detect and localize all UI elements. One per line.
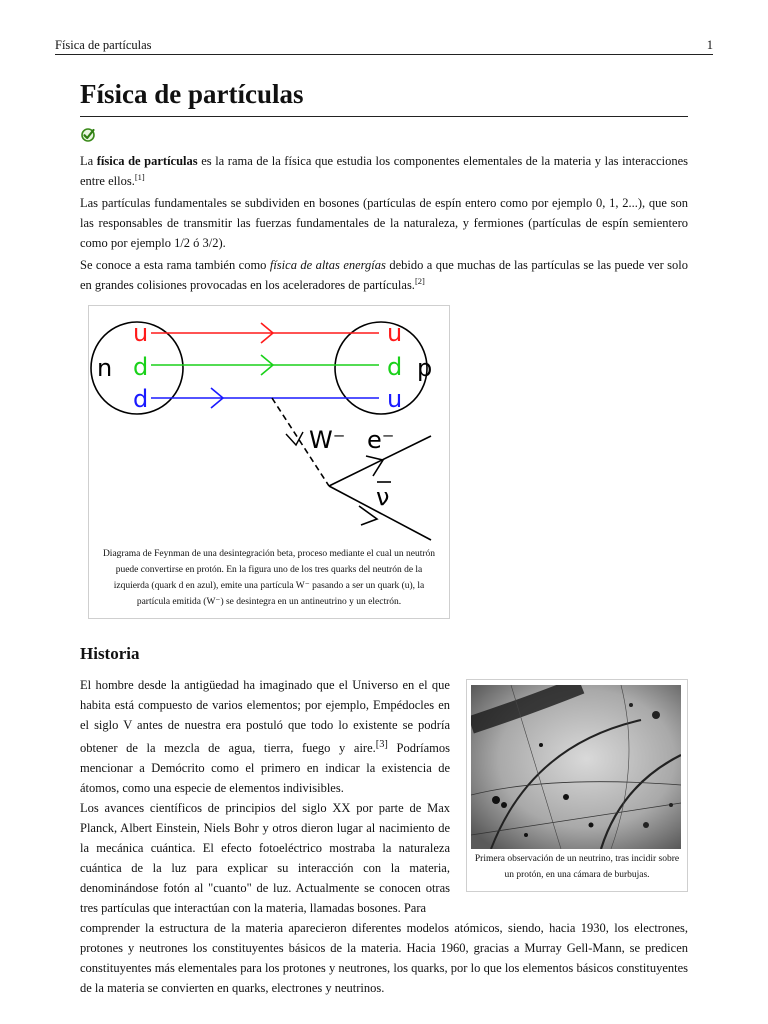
historia-paragraph-1: El hombre desde la antigüedad ha imaginado que el Universo en el que habita está compuesto de varios elementos; por ejemplo, Empédocles en el siglo V antes de nuestra era postuló que todo lo existente se podría obtener de la mezcla de agua, tierra, fuego y aire.[3] Podríamos mencionar a Demócrito como el primero en indicar la existencia de átomos, como una especie de elementos indivisibles.	[80, 678, 450, 796]
intro-paragraph-1: La física de partículas es la rama de la física que estudia los componentes elementales de la materia y las interacciones entre ellos.[1]	[80, 154, 689, 188]
intro-paragraph-3: Se conoce a esta rama también como física de altas energías debido a que muchas de las partículas se las puede ver solo en grandes colisiones provocadas en los aceleradores de partículas.[2]	[80, 258, 688, 292]
label-u-out: u	[387, 319, 403, 347]
label-w-boson: W⁻	[309, 426, 346, 454]
intro-paragraph-2: Las partículas fundamentales se subdividen en bosones (partículas de espín entero como por ejemplo 0, 1, 2...), que son las responsables de transmitir las fuerzas fundamentales de la naturaleza, y fermiones (partículas de espín semientero como por ejemplo 1/2 ó 3/2).	[80, 196, 688, 250]
historia-paragraph-2-narrow: Los avances científicos de principios del siglo XX por parte de Max Planck, Albert Einstein, Niels Bohr y otros dieron lugar al nacimiento de la mecánica cuántica. El efecto fotoeléctrico mostraba la naturaleza cuántica de la luz para explicar su interacción con la materia, denominándose fotón al "cuanto" de luz. Actualmente se conocen otras tres partículas que interactúan con la materia, llamadas bosones. Para	[80, 801, 450, 915]
label-antineutrino: ν	[376, 483, 390, 511]
label-d-in-blue: d	[133, 385, 149, 413]
historia-paragraph-2-full: comprender la estructura de la materia aparecieron diferentes modelos atómicos, siendo, hacia 1930, los electrones, protones y neutrones los constituyentes básicos de la materia. Hacia 1960, gracias a Murray Gell-Mann, se predicen constituyentes más elementales para los protones y neutrones, los quarks, por lo que los elementos básicos constituyentes de la materia se convierten en quarks, electrones y neutrinos.	[80, 921, 688, 995]
ref-link[interactable]: [3]	[375, 739, 388, 750]
label-d-out: d	[387, 353, 403, 381]
bold-term: física de partículas	[96, 154, 198, 168]
ref-link[interactable]: [2]	[414, 275, 425, 286]
feynman-diagram	[89, 306, 449, 546]
label-neutron: n	[97, 354, 113, 382]
label-d-in-green: d	[133, 353, 149, 381]
label-electron: e⁻	[367, 426, 395, 454]
page-number: 1	[706, 38, 713, 52]
bubble-chamber-figure	[466, 679, 688, 892]
label-u-out-2: u	[387, 385, 403, 413]
ref-link[interactable]: [1]	[134, 171, 145, 182]
label-proton: p	[417, 354, 433, 382]
feynman-caption: Diagrama de Feynman de una desintegración beta, proceso mediante el cual un neutrón puede convertirse en protón. En la figura uno de los tres quarks del neutrón de la izquierda (quark d en azul), emite una partícula W⁻ pasando a ser un quark (u), la partícula emitida (W⁻) se desintegra en un antineutrino y un electrón.	[102, 549, 436, 607]
label-u-in: u	[133, 319, 149, 347]
running-header	[55, 38, 713, 55]
antineutrino-arrow	[359, 506, 377, 525]
proton-circle	[335, 322, 427, 414]
featured-check-icon	[80, 127, 96, 143]
feynman-figure	[88, 305, 450, 619]
section-title-historia: Historia	[80, 644, 140, 663]
article-title: Física de partículas	[80, 78, 688, 117]
italic-term: física de altas energías	[269, 258, 386, 272]
running-title: Física de partículas	[55, 38, 152, 52]
bubble-chamber-photo	[471, 685, 681, 849]
bubble-chamber-caption: Primera observación de un neutrino, tras incidir sobre un protón, en una cámara de burbujas.	[474, 854, 680, 880]
